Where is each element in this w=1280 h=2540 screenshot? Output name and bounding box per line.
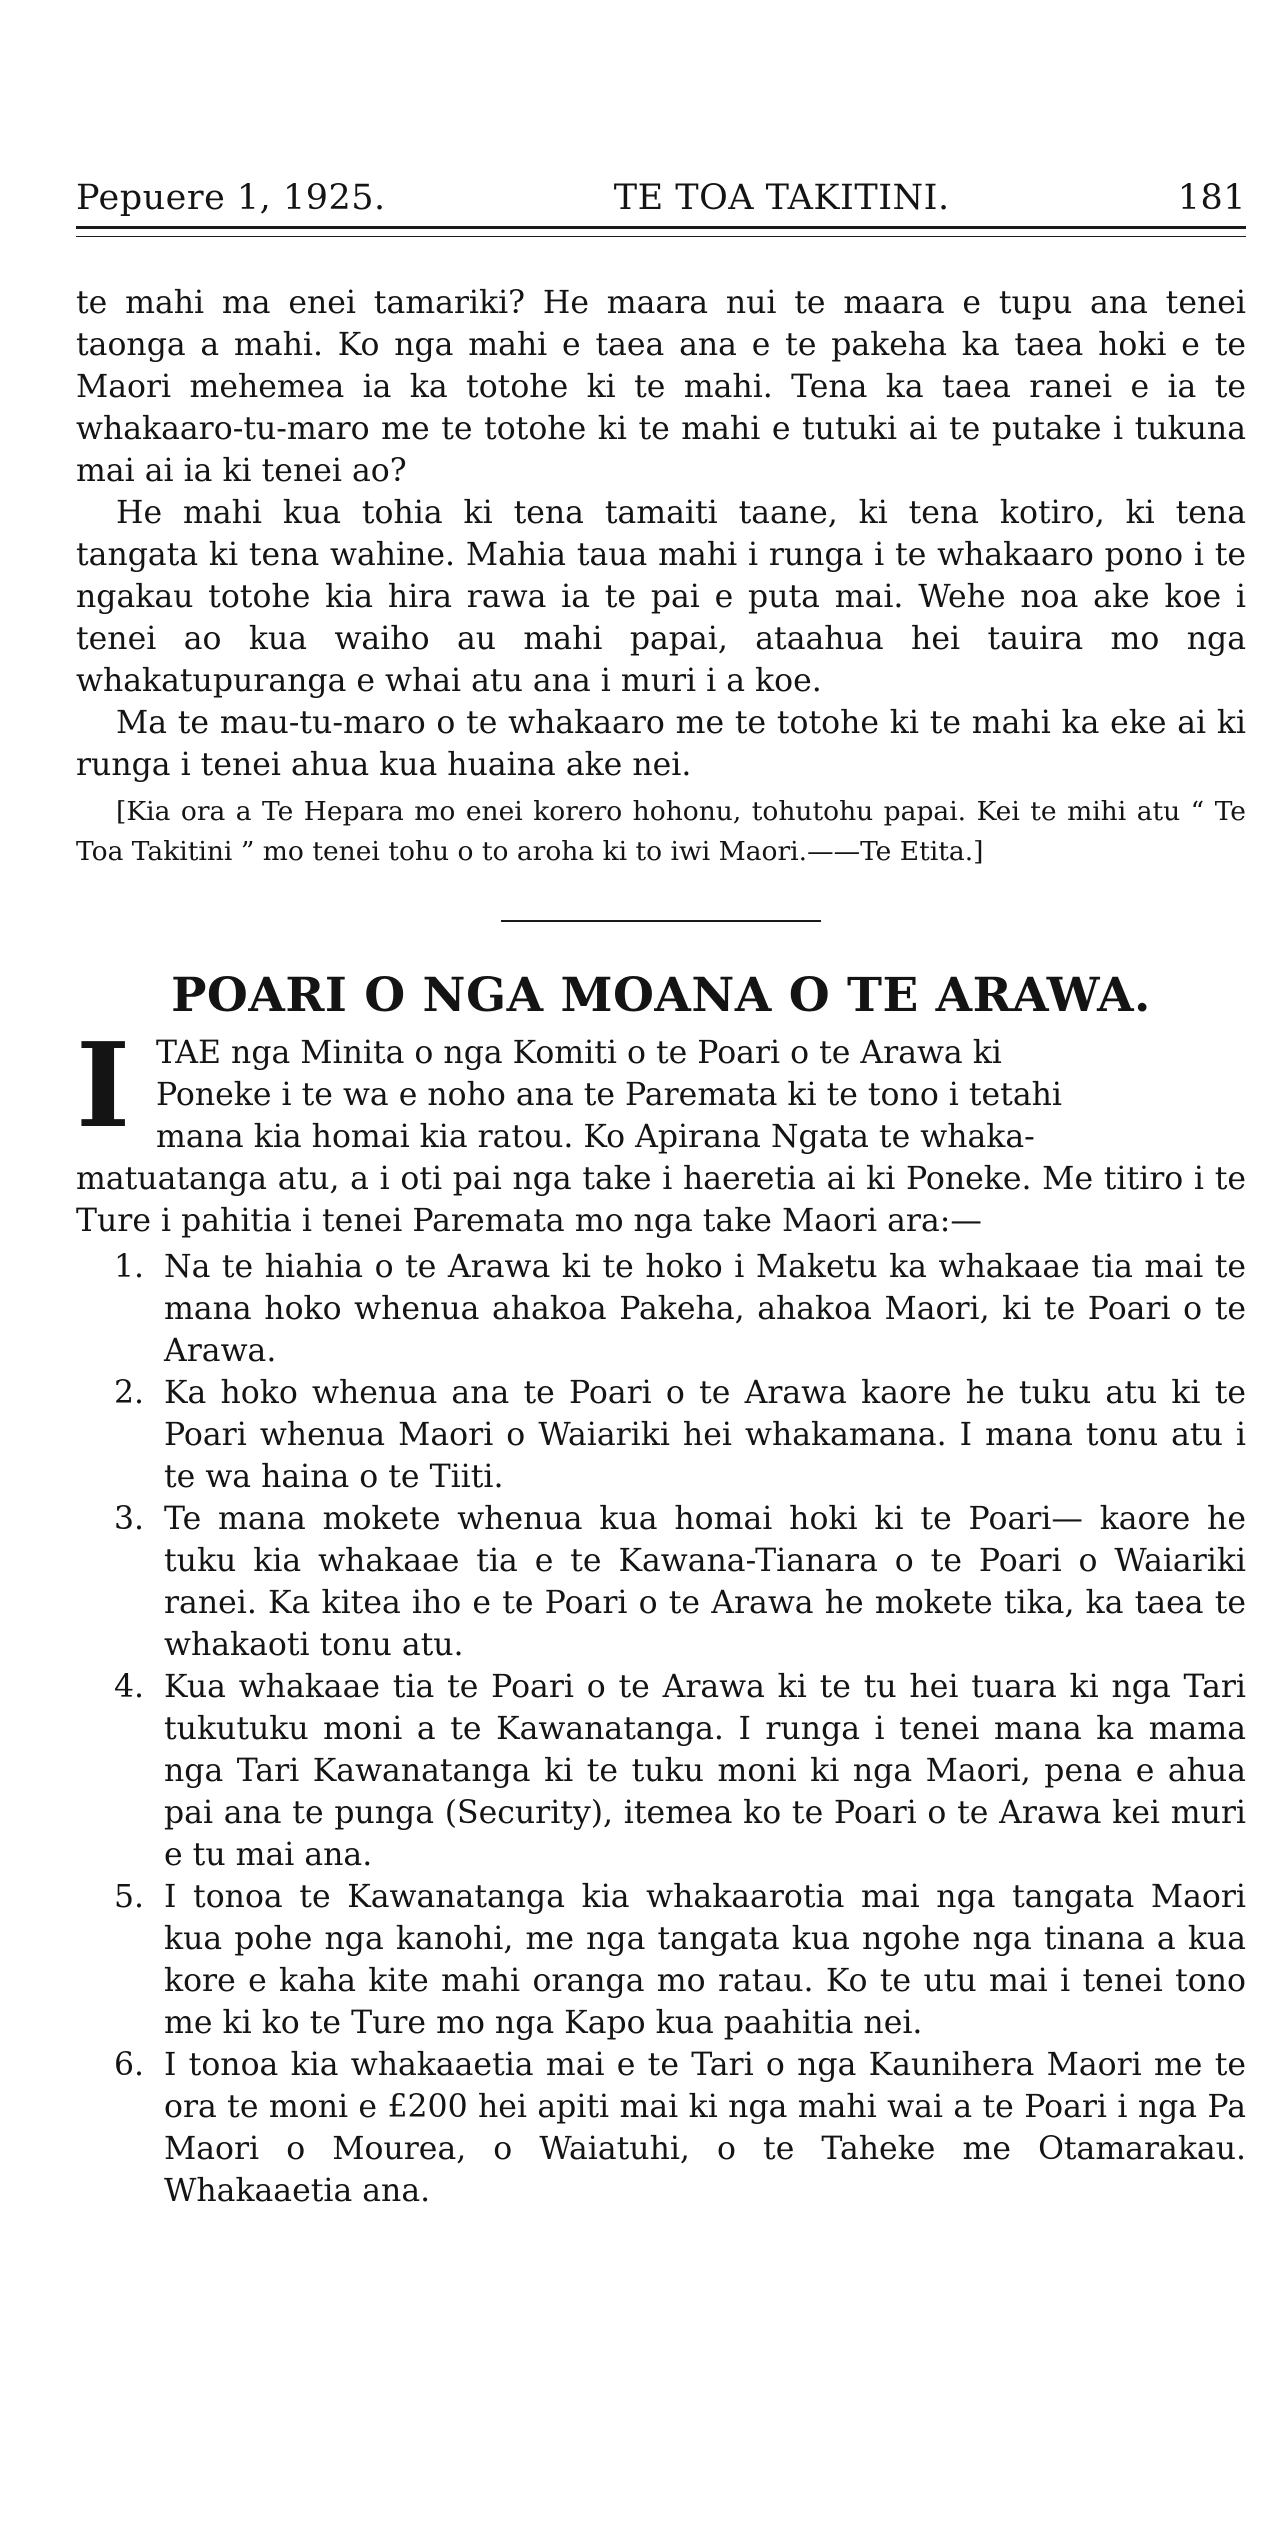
header-rule-thick: [76, 226, 1246, 229]
page-number: 181: [1177, 178, 1246, 218]
intro-paragraph: [76, 1018, 1246, 1242]
paragraph: Ma te mau-tu-maro o te whakaaro me te totohe ki te mahi ka eke ai ki runga i tenei ahua kua huaina ake nei.: [76, 705, 1246, 783]
intro-line: Poneke i te wa e noho ana te Paremata ki te tono i tetahi: [156, 1077, 1062, 1113]
section-separator: [501, 920, 821, 922]
item-number: 6.: [114, 2047, 145, 2083]
item-number: 3.: [114, 1501, 145, 1537]
paragraph: He mahi kua tohia ki tena tamaiti taane, ki tena kotiro, ki tena tangata ki tena wahine. Mahia taua mahi i runga i te whakaaro pono i te ngakau totohe kia hira rawa ia te pai e puta mai. Wehe noa ake koe i tenei ao kua waiho au mahi papai, ataahua hei tauira mo nga whakatupuranga e whai atu ana i muri i a koe.: [76, 495, 1246, 699]
intro-line: mana kia homai kia ratou. Ko Apirana Ngata te whaka-: [156, 1119, 1035, 1155]
article-title: POARI O NGA MOANA O TE ARAWA.: [171, 968, 1151, 1023]
item-text: Kua whakaae tia te Poari o te Arawa ki te tu hei tuara ki nga Tari tukutuku moni a te Kawanatanga. I runga i tenei mana ka mama nga Tari Kawanatanga ki te tuku moni ki nga Maori, pena e ahua pai ana te punga (Security), itemea ko te Poari o te Arawa kei muri e tu mai ana.: [164, 1669, 1246, 1873]
list-item: [76, 1498, 1246, 1666]
header-rule-thin: [76, 236, 1246, 237]
intro-line: TAE nga Minita o nga Komiti o te Poari o te Arawa ki: [156, 1035, 1002, 1071]
running-header: [76, 178, 1246, 218]
list-item: [76, 1372, 1246, 1498]
list-item: [76, 1876, 1246, 2044]
page-content: [76, 282, 1246, 2212]
intro-rest: matuatanga atu, a i oti pai nga take i haeretia ai ki Poneke. Me titiro i te Ture i pahitia i tenei Paremata mo nga take Maori ara:—: [76, 1161, 1246, 1239]
list-item: [76, 2044, 1246, 2212]
item-number: 4.: [114, 1669, 145, 1705]
paragraph-continued: te mahi ma enei tamariki? He maara nui te maara e tupu ana tenei taonga a mahi. Ko nga mahi e taea ana e te pakeha ka taea hoki e te Maori mehemea ia ka totohe ki te mahi. Tena ka taea ranei e ia te whakaaro-tu-maro me te totohe ki te mahi e tutuki ai te putake i tukuna mai ai ia ki tenei ao?: [76, 285, 1246, 489]
drop-cap: I: [76, 1018, 131, 1154]
header-date: Pepuere 1, 1925.: [76, 178, 386, 218]
item-text: Na te hiahia o te Arawa ki te hoko i Maketu ka whakaae tia mai te mana hoko whenua ahakoa Pakeha, ahakoa Maori, ki te Poari o te Arawa.: [164, 1249, 1246, 1369]
header-title: TE TOA TAKITINI.: [613, 178, 950, 218]
item-number: 5.: [114, 1879, 145, 1915]
item-text: I tonoa kia whakaaetia mai e te Tari o nga Kaunihera Maori me te ora te moni e £200 hei apiti mai ki nga mahi wai a te Poari i nga Pa Maori o Mourea, o Waiatuhi, o te Taheke me Otamarakau. Whakaaetia ana.: [164, 2047, 1246, 2209]
item-text: Ka hoko whenua ana te Poari o te Arawa kaore he tuku atu ki te Poari whenua Maori o Waiariki hei whakamana. I mana tonu atu i te wa haina o te Tiiti.: [164, 1375, 1246, 1495]
list-item: [76, 1246, 1246, 1372]
editor-note: [Kia ora a Te Hepara mo enei korero hohonu, tohutohu papai. Kei te mihi atu “ Te Toa Takitini ” mo tenei tohu o to aroha ki to iwi Maori.——Te Etita.]: [76, 796, 1246, 867]
item-text: Te mana mokete whenua kua homai hoki ki te Poari— kaore he tuku kia whakaae tia e te Kawana-Tianara o te Poari o Waiariki ranei. Ka kitea iho e te Poari o te Arawa he mokete tika, ka taea te whakaoti tonu atu.: [164, 1501, 1246, 1663]
item-text: I tonoa te Kawanatanga kia whakaarotia mai nga tangata Maori kua pohe nga kanohi, me nga tangata kua ngohe nga tinana a kua kore e kaha kite mahi oranga mo ratau. Ko te utu mai i tenei tono me ki ko te Ture mo nga Kapo kua paahitia nei.: [164, 1879, 1246, 2041]
list-item: [76, 1666, 1246, 1876]
numbered-list: [76, 1246, 1246, 2212]
item-number: 1.: [114, 1249, 145, 1285]
item-number: 2.: [114, 1375, 145, 1411]
